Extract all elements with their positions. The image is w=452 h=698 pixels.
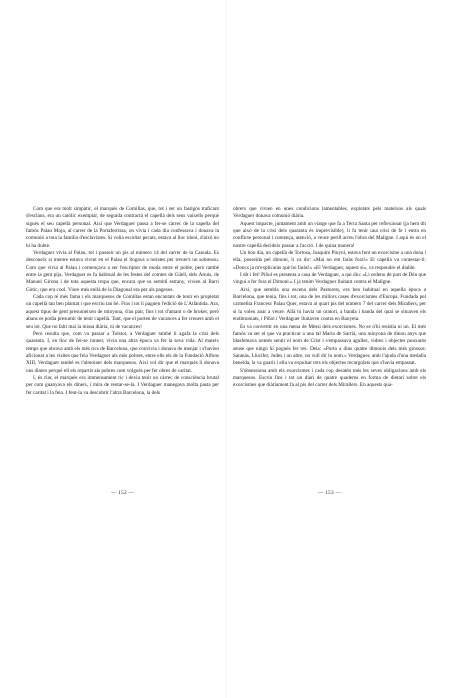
left-paragraph: Però resulta que, com va passar a Tolstoi, a Verdaguer també li agafa la crisi dels quaranta. I, en lloc de fer-se runner, vivia una altra època va fer la seva vida. Al mateix temps que obrava amb els més rics de Barcelona, que convivia i donava de menjar i s'havien aficionat a les visites que feia Verdaguer als més pobres, entre ells els de la Fundació Alfons XIII, Verdaguer també es l'almoiner dels marquesos. Així vol dir que el marquès li donava uns diners perquè ell els repartís als pobres com volgués per fer obres de caritat. [26, 330, 219, 374]
right-page-number: — 153 — [318, 490, 341, 496]
left-page-number: — 152 — [111, 490, 134, 496]
right-paragraph: Es va convertir en una mena de Messi dels exorcismes. No se n'hi resistia ni un. El més famós va ser el que va practicar a una tal Maria de Sarrià, una minyona de dinou anys que blasfemava només sentir el nom de Crist i s'empassava agulles, vidres i objectes punxants sense que ningú hi pogués fer res. Deia: «Porto a dins quatre dimonis dels més grossos: Satanàs, Llucifer, Judes i un altre, no vull dir lo nom.» Verdaguer, amb l'ajuda d'una medalla beneïda, la va guarir i ella va expulsar tots els objectes recargolats que s'havia empassat. [233, 323, 426, 367]
left-paragraph: Com que era molt simpàtic, el marquès de Comillas, que, tot i ser un fastigós traficant d'esclaus, era un catòlic exemplar, de seguida contractà el capellà dels seus vaixells perquè sigués el seu capellà personal. Així que Verdaguer passa a fer-se càrrec de la capella del famós Palau Moja, al carrer de la Portaferrissa, on vivia i cada dia confessava i donava la comunió a tota la família d'esclavistes. Si volia escoltar pecats, estava al lloc idoni, d'això no hi ha dubte. [26, 206, 219, 249]
right-page-body [233, 206, 426, 390]
right-paragraph: I dit i fet! Piñol es presenta a casa de Verdaguer, a qui diu: «Li ordeno de part de Déu que vingui a fer fora el Dimoni.» I ja tenim Verdaguer lluitant contra el Maligne. [233, 272, 426, 286]
left-page-body [26, 206, 219, 397]
right-paragraph: Així, que sembla una escena dels Pastorets, era ben habitual en aquella època a Barcelona, que tenia, fins i tot, una de les millors cases d'exorcismes d'Europa. Fundada pel carmelita Francesc Palau Quer, estava al quart pis del número 7 del carrer dels Mirallers, per si la voleu anar a veure. Allà hi havia un oratori, a banda i banda del qual se situaven els endimoniats, i Piñol i Verdaguer lluitaven contra en Banyeta. [233, 286, 426, 323]
left-paragraph: Verdaguer vivia al Palau, tot i posseir un pis al número 14 del carrer de la Canuda. Es desconeix si mentre estava vivint en el Palau el llogava a turistes per treure's un sobresou. Com que vivia al Palau i començava a ser l'escriptor de moda entre el poble, però també entre la gent pija, Verdaguer es fa habitual de les festes del comtes de Güell, dels Arnús, de Manuel Girona i de tota aquesta tropa que, encara que us sembli estrany, vivien al Barri Gòtic, que era cool. Viure més enllà de la Diagonal era per als pagesos. [26, 250, 219, 293]
gutter-divider [225, 0, 227, 698]
right-paragraph: S'obsessiona amb els exorcismes i cada cop desatén més les seves obligacions amb els marquesos. Escriu fins i tot un diari de quatre quaderns en forma de dietari sobre els exorcismes que diàriament fa al pis del carrer dels Mirallers. En aquests qua- [233, 367, 426, 389]
right-paragraph: Aquest impacte, juntament amb un viatge que fa a Terra Santa per reflexionar (ja hem dit que això de la crisi dels quaranta és imprevisible), li fa tenir una crisi de fe i entra en conflicte personal i comença, atenció, a veure perill arreu l'obra del Maligne. I aquí és on el nostre capellà decideix passar a l'acció. I de quina manera! [233, 220, 426, 249]
right-paragraph: obrers que vivien en unes condicions lamentables, explotats pels mateixos als quals Verdaguer donava comunió diària. [233, 206, 426, 220]
left-paragraph: Cada cop té més fama i els marquesos de Comillas estan encantats de tenir en propietat un capellà tan ben plantat i que escriu tan bé. Fins i tot li paguen l'edició de L'Atlàntida. Ara, aquest tipus de gent presumeixen de minyona, d'au pair, fins i tot d'amant o de broker, però abans es podia presumir de tenir capellà. Tant, que el porten de vacances a fer creuers amb el seu iot. Que no falti mai la missa diària, ni de vacances! [26, 294, 219, 330]
left-paragraph: I, és clar, el marquès era immensament ric i devia tenir un càrrec de consciència brutal per com guanyava els diners, i mira de rentar-se-la. I Verdaguer manegava molta pasta per fer caritat i la feia. I fent-la va descobrir l'altra Barcelona, la dels [26, 374, 219, 396]
right-paragraph: Un bon dia, un capellà de Tortosa, Joaquim Pinyol, estava fent un exorcisme a una dona i ella, posseïda pel dimoni, li va dir: «Mai no em faràs fora!» El capellà va contestar-li: «Doncs ja m'explicaràs què ho faràs!» «El Verdaguer, aquest sí», va respondre el diable. [233, 250, 426, 271]
